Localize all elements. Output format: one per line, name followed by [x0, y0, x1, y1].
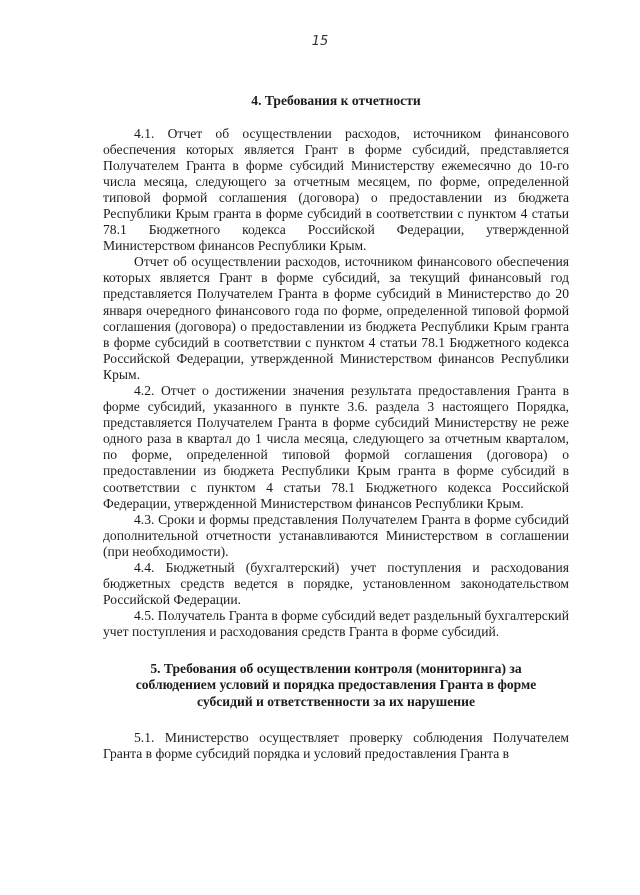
paragraph-4-4: 4.4. Бюджетный (бухгалтерский) учет поступления и расходования бюджетных средств ведется в порядке, установленном законодательством Российской Федерации. — [103, 560, 569, 608]
paragraph-4-1-annual: Отчет об осуществлении расходов, источником финансового обеспечения которых является Грант в форме субсидий, за текущий финансовый год представляется Получателем Гранта в форме субсидий в Министерство до 20 января очередного финансового года по форме, определенной типовой формой соглашения (договора) о предоставлении из бюджета Республики Крым гранта в форме субсидий в соответствии с пунктом 4 статьи 78.1 Бюджетного кодекса Российской Федерации, утвержденной Министерством финансов Республики Крым. — [103, 254, 569, 382]
paragraph-4-2: 4.2. Отчет о достижении значения результата предоставления Гранта в форме субсидий, указанного в пункте 3.6. раздела 3 настоящего Порядка, представляется Получателем Гранта в форме субсидий Министерству не реже одного раза в квартал до 1 числа месяца, следующего за отчетным кварталом, по форме, определенной типовой формой соглашения (договора) о предоставлении из бюджета Республики Крым гранта в форме субсидий в соответствии с пунктом 4 статьи 78.1 Бюджетного кодекса Российской Федерации, утвержденной Министерством финансов Республики Крым. — [103, 383, 569, 511]
section-5-heading-line: субсидий и ответственности за их нарушение — [196, 693, 475, 709]
section-4-heading: 4. Требования к отчетности — [251, 93, 421, 108]
section-5-heading-line: 5. Требования об осуществлении контроля (мониторинга) за — [150, 660, 522, 676]
page-number: 15 — [311, 34, 329, 49]
section-5-heading — [103, 661, 569, 711]
paragraph-5-1: 5.1. Министерство осуществляет проверку соблюдения Получателем Гранта в форме субсидий порядка и условий предоставления Гранта в — [103, 730, 569, 762]
paragraph-4-1: 4.1. Отчет об осуществлении расходов, источником финансового обеспечения которых является Грант в форме субсидий, представляется Получателем Гранта в форме субсидий Министерству ежемесячно до 10-го числа месяца, следующего за отчетным месяцем, по форме, определенной типовой формой соглашения (договора) о предоставлении из бюджета Республики Крым гранта в форме субсидий в соответствии с пунктом 4 статьи 78.1 Бюджетного кодекса Российской Федерации, утвержденной Министерством финансов Республики Крым. — [103, 125, 569, 254]
paragraph-4-5: 4.5. Получатель Гранта в форме субсидий ведет раздельный бухгалтерский учет поступления и расходования средств Гранта в форме субсидий. — [103, 608, 569, 640]
document-body — [103, 93, 569, 762]
section-5-heading-line: соблюдением условий и порядка предоставления Гранта в форме — [135, 677, 537, 692]
paragraph-4-3: 4.3. Сроки и формы представления Получателем Гранта в форме субсидий дополнительной отчетности устанавливаются Министерством в соглашении (при необходимости). — [103, 511, 569, 559]
